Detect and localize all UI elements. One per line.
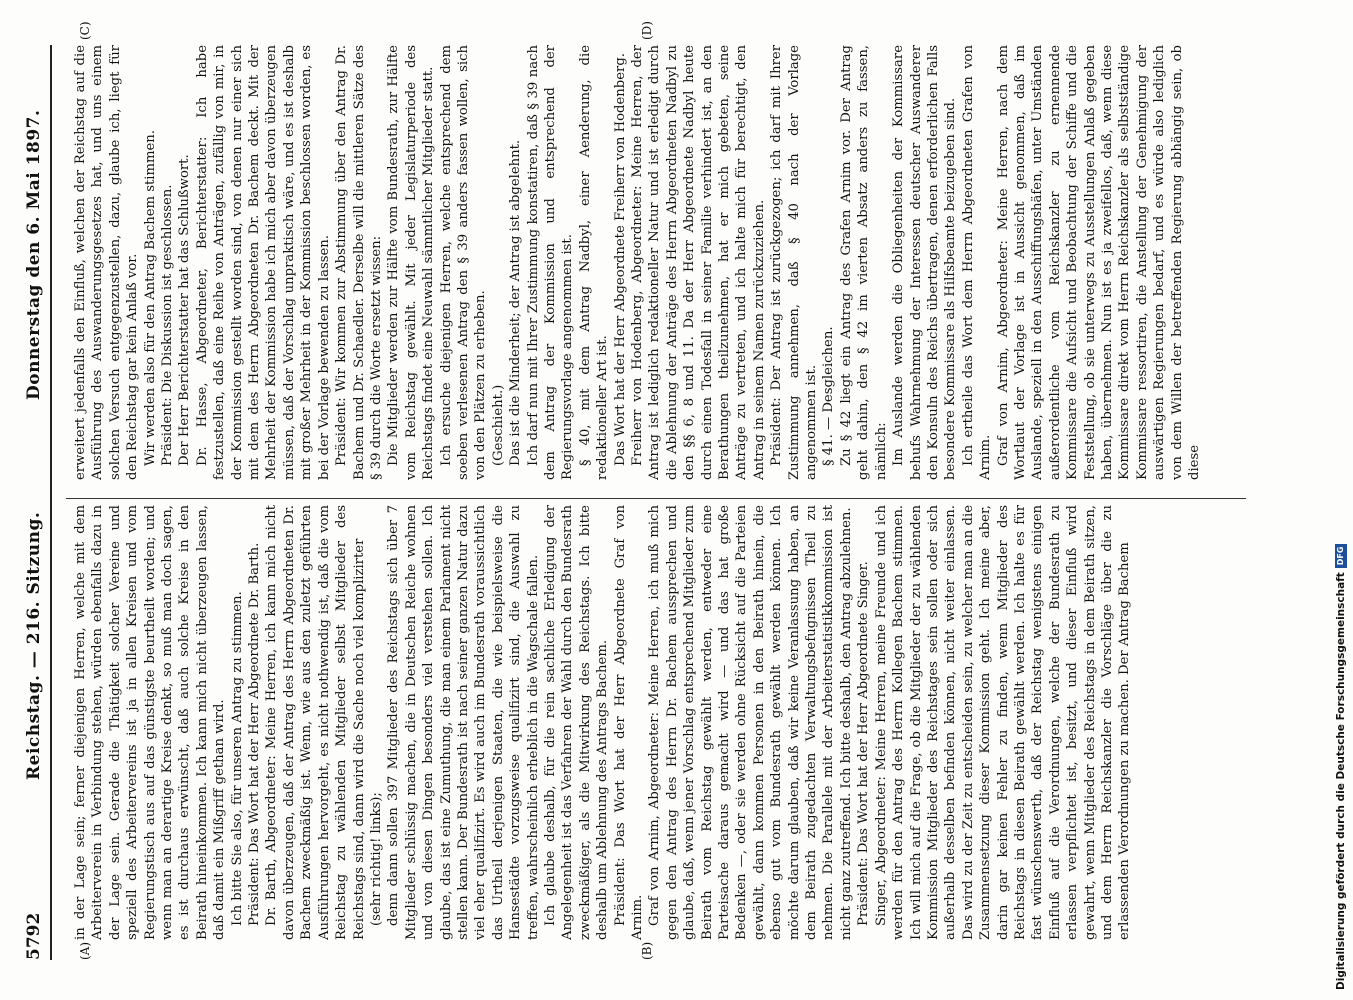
dfg-logo: DFG <box>1335 544 1347 569</box>
margin-marker-b: (B) <box>640 941 654 960</box>
paragraph: Präsident: Das Wort hat der Herr Abgeordnete Graf von Arnim. <box>612 505 645 940</box>
running-title: Reichstag. — 216. Sitzung. <box>24 511 44 780</box>
digitization-credit <box>1331 10 1351 990</box>
paragraph: erweitert jedenfalls den Einfluß, welchen der Reichstag auf die Ausführung des Auswanderungsgesetzes hat, und uns einem solchen Versuch entgegenzustellen, dazu, glaube ich, liegt für den Reichstag gar kein Anlaß vor. <box>73 45 141 480</box>
paragraph: Präsident: Das Wort hat der Herr Abgeordnete Dr. Barth. <box>247 542 263 926</box>
left-column <box>72 505 1252 940</box>
paragraph: § 41. — Desgleichen. <box>821 326 837 466</box>
paragraph: Ich ertheile das Wort dem Herrn Abgeordneten Grafen von Arnim. <box>960 45 994 480</box>
paragraph: Präsident: Das Wort hat der Herr Abgeordnete Singer. <box>856 561 872 926</box>
paragraph: Dr. Barth, Abgeordneter: Meine Herren, ich kann mich nicht davon überzeugen, daß der Antrag des Herrn Abgeordneten Dr. Bachem zweckmäßig ist. Wenn, wie aus den zuletzt geführten Ausführungen hervorgeht, es nicht nothwendig ist, daß die vom Reichstag zu wählenden Mitglieder selbst Mitglieder des Reichstags sind, dann wird die Sache noch viel komplizirter <box>264 505 367 940</box>
paragraph: Die Mitglieder werden zur Hälfte vom Bundesrath, zur Hälfte vom Reichstag gewählt. Mit jeder Legislaturperiode des Reichstags findet eine Neuwahl sämmtlicher Mitglieder statt. <box>386 45 437 480</box>
paragraph: Das ist die Minderheit; der Antrag ist abgelehnt. <box>508 139 524 466</box>
margin-marker-c: (C) <box>78 21 92 40</box>
paragraph: Wir werden also für den Antrag Bachem stimmen. <box>142 130 158 466</box>
paragraph: § 40, mit dem Antrag Nadbyl, einer Aenderung, die redaktioneller Art ist. <box>577 45 611 480</box>
paragraph: Singer, Abgeordneter: Meine Herren, meine Freunde und ich werden für den Antrag des Herrn Kollegen Bachem stimmen. Ich will mich auf die Frage, ob die Mitglieder der zu wählenden Kommission Mitglieder des Reichstages sein sollen oder sich außerhalb desselben befinden können, nicht weiter einlassen. Das wird zu der Zeit zu entscheiden sein, zu welcher man an die Zusammensetzung dieser Kommission geht. Ich meine aber, darin gar keinen Fehler zu finden, wenn Mitglieder des Reichstags in diesen Beirath gewählt werden. Ich halte es für fast wünschenswerth, daß der Reichstag wenigstens einigen Einfluß auf die Verordnungen, welche der Bundesrath zu erlassen verpflichtet ist, besitzt, und dieser Einfluß wird gewahrt, wenn Mitglieder des Reichstags in dem Beirath sitzen, und dem Herrn Reichskanzler die Vorschläge über die zu erlassenden Verordnungen zu machen. Der Antrag Bachem <box>873 505 1133 940</box>
paragraph: Ich ersuche diejenigen Herren, welche entsprechend dem soeben verlesenen Antrag den § 39 anders fassen wollen, sich von den Plätzen zu erheben. <box>438 45 489 480</box>
margin-marker-a: (A) <box>78 941 92 960</box>
paragraph: Graf von Arnim, Abgeordneter: Meine Herren, nach dem Wortlaut der Vorlage ist in Aussicht genommen, daß im Auslande, speziell in den Ausschiffungshäfen, unter Umständen außerordentliche vom Reichskanzler zu ernennende Kommissare die Aufsicht und Beobachtung der Schiffe und die Feststellung, ob sie unterwegs zu Ausstellungen Anlaß gegeben haben, übernehmen. Nun ist es ja zweifellos, daß, wenn diese Kommissare direkt vom Herrn Reichskanzler als selbstständige Kommissare ressortiren, die Anstellung der Genehmigung der auswärtigen Regierungen bedarf, und es würde also lediglich von dem Willen der betreffenden Regierung abhängig sein, ob diese <box>995 45 1202 480</box>
paragraph: Freiherr von Hodenberg, Abgeordneter: Meine Herren, der Antrag ist lediglich redaktioneller Natur und ist erledigt durch die Ablehnung der Anträge des Herrn Abgeordneten Nadbyl zu den §§ 6, 8 und 11. Da der Herr Abgeordnete Nadbyl heute durch einen Todesfall in seiner Familie verhindert ist, an den Berathungen theilzunehmen, hat er mich gebeten, seine Anträge zu vertreten, und ich halte mich für berechtigt, den Antrag in seinem Namen zurückzuziehen. <box>630 45 767 480</box>
paragraph: Präsident: Wir kommen zur Abstimmung über den Antrag Dr. Bachem und Dr. Schaedler. Derselbe will die mittleren Sätze des § 39 durch die Worte ersetzt wissen: <box>334 45 384 480</box>
credit-text: Digitalisierung gefördert durch die Deutsche Forschungsgemeinschaft <box>1335 572 1347 990</box>
paragraph: Ich darf nun mit Ihrer Zustimmung konstatiren, daß § 39 nach dem Antrag der Kommission und entsprechend der Regierungsvorlage angenommen ist. <box>525 45 576 480</box>
paragraph: Ich bitte Sie also, für unseren Antrag zu stimmen. <box>229 591 245 926</box>
page-number: 5792 <box>24 912 44 960</box>
paragraph: Präsident: Der Antrag ist zurückgezogen; ich darf mit Ihrer Zustimmung annehmen, daß § 40 nach der Vorlage angenommen ist. <box>769 45 820 480</box>
paragraph: Graf von Arnim, Abgeordneter: Meine Herren, ich muß mich gegen den Antrag des Herrn Dr. Bachem aussprechen und glaube, daß, wenn jener Vorschlag entsprechend Mitglieder zum Beirath vom Reichstag gewählt werden, entweder eine Parteisache daraus gemacht wird — und das hat große Bedenken —, oder sie werden ohne Rücksicht auf die Parteien gewählt, dann kommen Personen in den Beirath hinein, die ebenso gut vom Bundesrath gewählt werden können. Ich möchte darum glauben, daß wir keine Veranlassung haben, an dem Beirath zugedachten Verwaltungsbefugnissen Theil zu nehmen. Die Parallele mit der Arbeiterstatistikkommission ist nicht ganz zutreffend. Ich bitte deshalb, den Antrag abzulehnen. <box>647 505 854 940</box>
margin-marker-d: (D) <box>640 21 654 40</box>
paragraph: Dr. Hasse, Abgeordneter, Berichterstatter: Ich habe festzustellen, daß eine Reihe von Anträgen, zufällig von mir, in der Kommission gestellt worden sind, von denen nur einer sich mit dem des Herrn Abgeordneten Dr. Bachem deckt. Mit der Mehrheit der Kommission habe ich mich aber davon überzeugen müssen, daß der Vorschlag unpraktisch wäre, und es ist deshalb mit großer Mehrheit in der Kommission beschlossen worden, es bei der Vorlage bewenden zu lassen. <box>194 45 332 480</box>
right-column <box>72 45 1252 480</box>
paragraph: Zu § 42 liegt ein Antrag des Grafen Arnim vor. Der Antrag geht dahin, den § 42 im vierten Absatz anders zu fassen, nämlich: <box>838 45 889 480</box>
page-header <box>20 45 50 960</box>
paragraph: Präsident: Die Diskussion ist geschlossen. <box>160 184 176 466</box>
paragraph: Das Wort hat der Herr Abgeordnete Freiherr von Hodenberg. <box>612 53 628 466</box>
paragraph: (sehr richtig! links); <box>368 792 384 926</box>
session-date: Donnerstag den 6. Mai 1897. <box>24 109 44 400</box>
header-rule <box>50 45 52 960</box>
column-rule <box>66 498 1246 499</box>
paragraph: denn dann sollen 397 Mitglieder des Reichstags sich über 7 Mitglieder schlüssig machen, die in Deutschen Reiche wohnen und von diesen Dingen besonders viel verstehen sollen. Ich glaube, das ist eine Zumuthung, die man einem Parlament nicht stellen kann. Der Bundesrath ist nach seiner ganzen Natur dazu viel eher qualifizirt. Es wird auch im Bundesrath voraussichtlich das Urtheil derjenigen Staaten, die wie beispielsweise die Hansestädte vorzugsweise qualifizirt sind, die Auswahl zu treffen, wahrscheinlich erheblich in die Wagschale fallen. <box>386 505 541 940</box>
paragraph: Ich glaube deshalb, für die rein sachliche Erledigung der Angelegenheit ist das Verfahren der Wahl durch den Bundesrath zweckmäßiger, als die Mitwirkung des Reichstags. Ich bitte deshalb um Ablehnung des Antrags Bachem. <box>542 505 611 940</box>
paragraph: (Geschieht.) <box>490 384 506 466</box>
paragraph: Im Auslande werden die Obliegenheiten der Kommissare behufs Wahrnehmung der Interessen deutscher Auswanderer den Konsuln des Reichs übertragen, denen erforderlichen Falls besondere Kommissare als Hilfsbeamte beizugeben sind. <box>891 45 959 480</box>
paragraph: Der Herr Berichterstatter hat das Schlußwort. <box>177 154 193 466</box>
paragraph: in der Lage sein; ferner diejenigen Herren, welche mit dem Arbeiterverein in Verbindung stehen, würden ebenfalls dazu in der Lage sein. Gerade die Thätigkeit solcher Vereine und speziell des Arbeitervereins ist ja in allen Kreisen und vom Regierungstisch aus auf das günstigste beurtheilt worden; und wenn man an derartige Kreise denkt, so muß man doch sagen, es ist durchaus erwünscht, daß auch solche Kreise in den Beirath hineinkommen. Ich kann mich nicht überzeugen lassen, daß damit ein Mißgriff gethan wird. <box>73 505 228 940</box>
